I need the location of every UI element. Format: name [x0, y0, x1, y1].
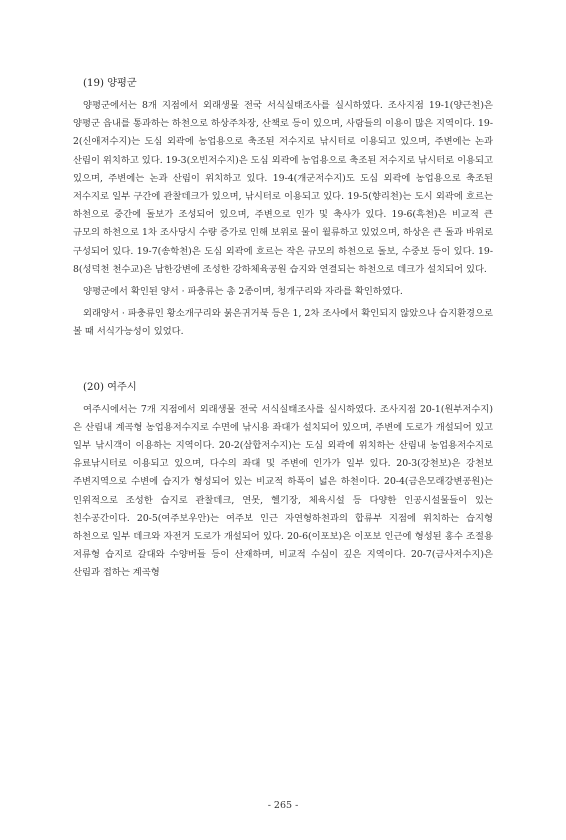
page-number: - 265 - — [267, 800, 299, 811]
body-paragraph: 양평군에서는 8개 지점에서 외래생물 전국 서식실태조사를 실시하였다. 조사지점 19-1(양근천)은 양평군 읍내를 통과하는 하천으로 하상주차장, 산책로 등이 있으며, 사람들의 이용이 많은 지역이다. 19-2(신애저수지)는 도심 외곽에 농업용으로 축조된 저수지로 낚시터로 이용되고 있으며, 주변에는 논과 산림이 위치하고 있다. 19-3(오빈저수지)은 도심 외곽에 농업용으로 축조된 저수지로 낚시터로 이용되고 있으며, 주변에는 논과 산림이 위치하고 있다. 19-4(개군저수지)도 도심 외곽에 농업용으로 축조된 저수지로 일부 구간에 관찰데크가 있으며, 낚시터로 이용되고 있다. 19-5(향리천)는 도시 외곽에 흐르는 하천으로 중간에 돌보가 조성되어 있으며, 주변으로 인가 및 축사가 있다. 19-6(흑천)은 비교적 큰 규모의 하천으로 1차 조사당시 수량 증가로 인해 보위로 물이 월류하고 있었으며, 하상은 큰 돌과 바위로 구성되어 있다. 19-7(송학천)은 도심 외곽에 흐르는 작은 규모의 하천으로 돌보, 수중보 등이 있다. 19-8(성덕천 천수교)은 남한강변에 조성한 강하체육공원 습지와 연결되는 하천으로 데크가 설치되어 있다. — [73, 100, 493, 275]
page-content — [73, 76, 493, 587]
body-paragraph: 여주시에서는 7개 지점에서 외래생물 전국 서식실태조사를 실시하였다. 조사지점 20-1(원부저수지)은 산림내 계곡형 농업용저수지로 수면에 낚시용 좌대가 설치되어 있으며, 주변에 도로가 개설되어 있고 일부 낚시객이 이용하는 지역이다. 20-2(삼합저수지)는 도심 외곽에 위치하는 산림내 농업용저수지로 유료낚시터로 이용되고 있으며, 다수의 좌대 및 주변에 인가가 일부 있다. 20-3(강천보)은 강천보 주변지역으로 수변에 습지가 형성되어 있는 비교적 하폭이 넓은 하천이다. 20-4(금은모래강변공원)는 인위적으로 조성한 습지로 관찰데크, 연못, 헬기장, 체육시설 등 다양한 인공시설물들이 있는 친수공간이다. 20-5(여주보우안)는 여주보 인근 자연형하천과의 합류부 지점에 위치하는 습지형 하천으로 일부 데크와 자전거 도로가 개설되어 있다. 20-6(이포보)은 이포보 인근에 형성된 홍수 조절용 저류형 습지로 갈대와 수양버들 등이 산재하며, 비교적 수심이 깊은 지역이다. 20-7(금사저수지)은 산림과 접하는 계곡형 — [73, 403, 493, 579]
section-heading: (20) 여주시 — [83, 381, 137, 393]
section-yangpyeong — [73, 76, 493, 342]
section-heading: (19) 양평군 — [83, 78, 137, 89]
section-spacer — [73, 346, 493, 380]
section-yeoju — [73, 380, 493, 583]
body-paragraph: 외래양서 · 파충류인 황소개구리와 붉은귀거북 등은 1, 2차 조사에서 확인되지 않았으나 습지환경으로 볼 때 서식가능성이 있었다. — [73, 308, 493, 338]
body-paragraph: 양평군에서 확인된 양서 · 파충류는 총 2종이며, 청개구리와 자라를 확인하였다. — [83, 286, 403, 298]
